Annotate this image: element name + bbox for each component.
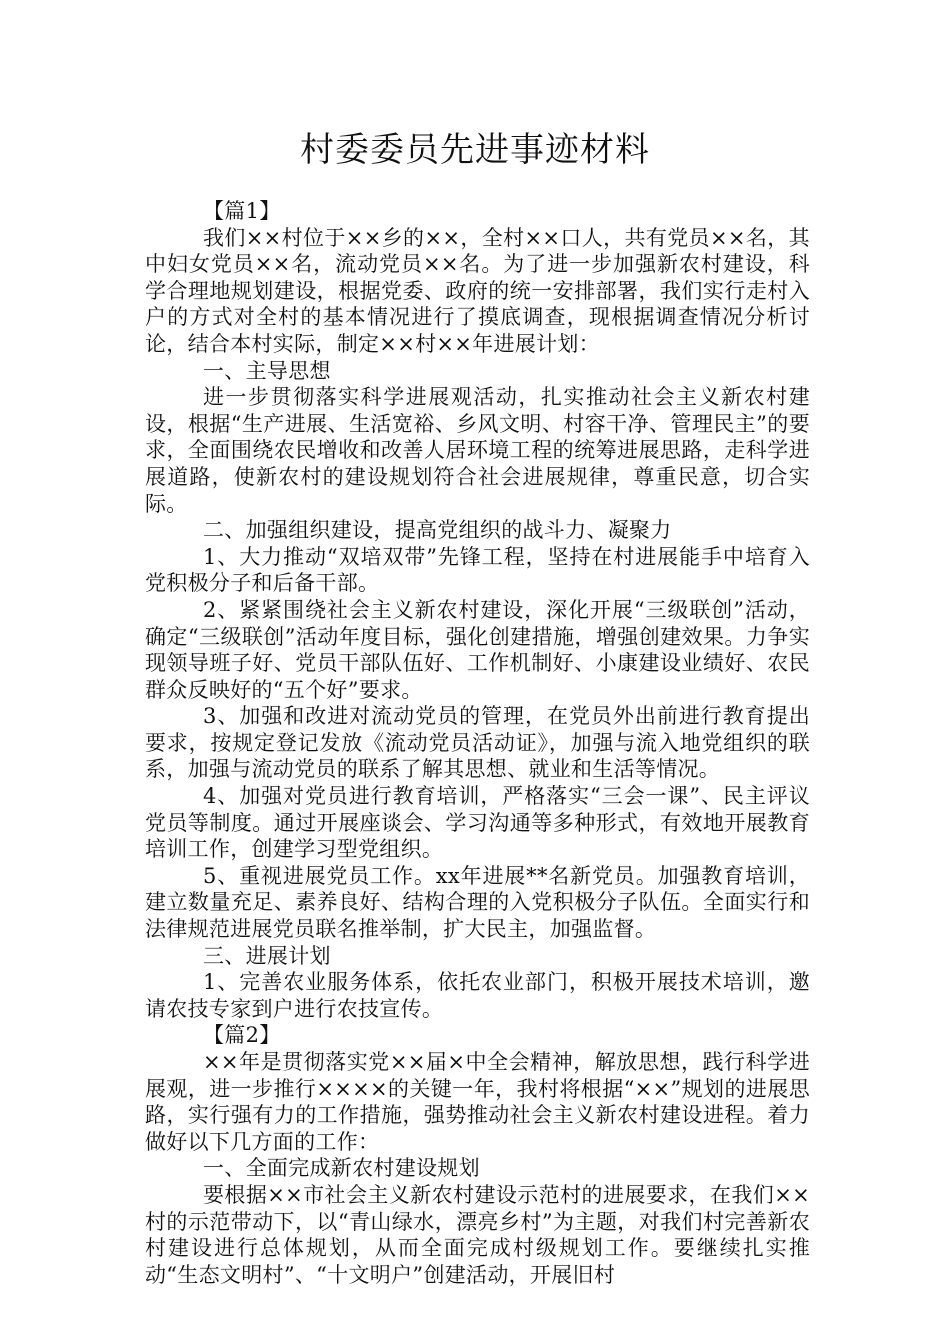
section-heading: 一、主导思想 xyxy=(203,358,331,383)
list-item: 2、紧紧围绕社会主义新农村建设，深化开展“三级联创”活动，确定“三级联创”活动年度目标，强化创建措施，增强创建效果。力争实现领导班子好、党员干部队伍好、工作机制好、小康建设业绩好、农民群众反映好的“五个好”要求。 xyxy=(145,597,810,702)
section-heading: 三、进展计划 xyxy=(203,943,331,968)
document-body xyxy=(145,198,810,1288)
paragraph: 我们××村位于××乡的××，全村××口人，共有党员××名，其中妇女党员××名，流动党员××名。为了进一步加强新农村建设，科学合理地规划建设，根据党委、政府的统一安排部署，我们实行走村入户的方式对全村的基本情况进行了摸底调查，现根据调查情况分析讨论，结合本村实际，制定××村××年进展计划： xyxy=(145,225,810,356)
section-heading: 二、加强组织建设，提高党组织的战斗力、凝聚力 xyxy=(203,518,672,543)
document-title: 村委委员先进事迹材料 xyxy=(300,130,650,170)
paragraph: 要根据××市社会主义新农村建设示范村的进展要求，在我们××村的示范带动下，以“青山绿水，漂亮乡村”为主题，对我们村完善新农村建设进行总体规划，从而全面完成村级规划工作。要继续扎实推动“生态文明村”、“十文明户”创建活动，开展旧村 xyxy=(145,1182,810,1287)
paragraph: ××年是贯彻落实党××届×中全会精神，解放思想，践行科学进展观，进一步推行××××的关键一年，我村将根据“××”规划的进展思路，实行强有力的工作措施，强势推动社会主义新农村建设进程。着力做好以下几方面的工作： xyxy=(145,1050,810,1154)
section-heading: 一、全面完成新农村建设规划 xyxy=(203,1156,480,1181)
list-item: 5、重视进展党员工作。xx年进展**名新党员。加强教育培训，建立数量充足、素养良好、结构合理的入党积极分子队伍。全面实行和法律规范进展党员联名推举制，扩大民主，加强监督。 xyxy=(145,863,810,942)
section-marker-1: 【篇1】 xyxy=(203,199,281,223)
paragraph: 进一步贯彻落实科学进展观活动，扎实推动社会主义新农村建设，根据“生产进展、生活宽裕、乡风文明、村容干净、管理民主”的要求，全面围绕农民增收和改善人居环境工程的统筹进展思路，走科学进展道路，使新农村的建设规划符合社会进展规律，尊重民意，切合实际。 xyxy=(145,385,810,516)
list-item: 3、加强和改进对流动党员的管理，在党员外出前进行教育提出要求，按规定登记发放《流动党员活动证》，加强与流入地党组织的联系，加强与流动党员的联系了解其思想、就业和生活等情况。 xyxy=(145,704,810,782)
section-marker-2: 【篇2】 xyxy=(203,1023,281,1048)
list-item: 1、大力推动“双培双带”先锋工程，坚持在村进展能手中培育入党积极分子和后备干部。 xyxy=(145,544,810,596)
list-item: 4、加强对党员进行教育培训，严格落实“三会一课”、民主评议党员等制度。通过开展座谈会、学习沟通等多种形式，有效地开展教育培训工作，创建学习型党组织。 xyxy=(145,784,810,862)
list-item: 1、完善农业服务体系，依托农业部门，积极开展技术培训，邀请农技专家到户进行农技宣传。 xyxy=(145,970,810,1021)
